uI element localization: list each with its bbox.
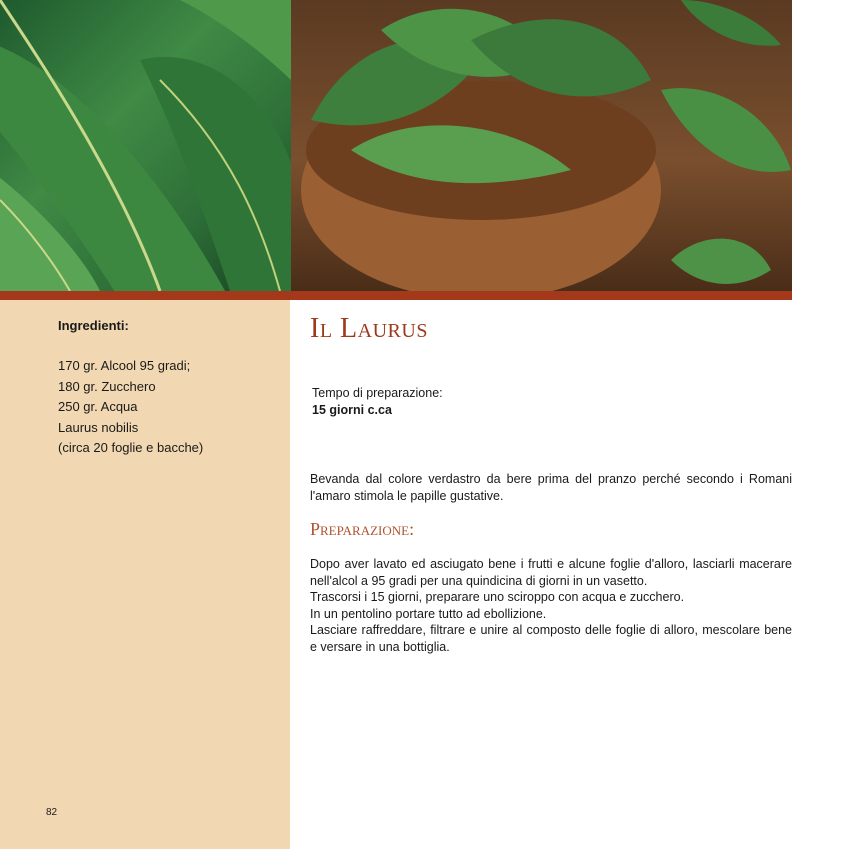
preparation-step: Dopo aver lavato ed asciugato bene i frutti e alcune foglie d'alloro, lasciarli macerare nell'alcol a 95 gradi per una quindicina di giorni in un vasetto. [310, 557, 792, 588]
page-number: 82 [46, 807, 58, 818]
ingredients-list [58, 356, 203, 459]
recipe-title: Il Laurus [310, 313, 428, 344]
preparation-steps [310, 556, 792, 655]
ingredient-item: 180 gr. Zucchero [58, 378, 156, 394]
preparation-step: Lasciare raffreddare, filtrare e unire al composto delle foglie di alloro, mescolare bene e versare in una bottiglia. [310, 623, 792, 654]
preparation-step: In un pentolino portare tutto ad ebollizione. [310, 606, 547, 621]
ingredients-title: Ingredienti: [58, 318, 129, 333]
prep-time-label: Tempo di preparazione: [312, 386, 443, 400]
ingredient-item: (circa 20 foglie e bacche) [58, 440, 204, 455]
prep-time [312, 385, 443, 419]
bay-leaves-wooden-bowl-photo [291, 0, 792, 291]
ingredient-item: 250 gr. Acqua [58, 399, 138, 414]
prep-time-value: 15 giorni c.ca [312, 403, 392, 417]
accent-divider [0, 291, 792, 300]
header-photos [0, 0, 792, 291]
preparation-heading: Preparazione: [310, 519, 415, 539]
bay-leaves-closeup-photo [0, 0, 291, 291]
ingredient-item: Laurus nobilis [58, 419, 139, 435]
preparation-step: Trascorsi i 15 giorni, preparare uno sciroppo con acqua e zucchero. [310, 590, 685, 604]
recipe-intro: Bevanda dal colore verdastro da bere prima del pranzo perché secondo i Romani l'amaro stimola le papille gustative. [310, 472, 792, 503]
ingredient-item: 170 gr. Alcool 95 gradi; [58, 358, 191, 373]
